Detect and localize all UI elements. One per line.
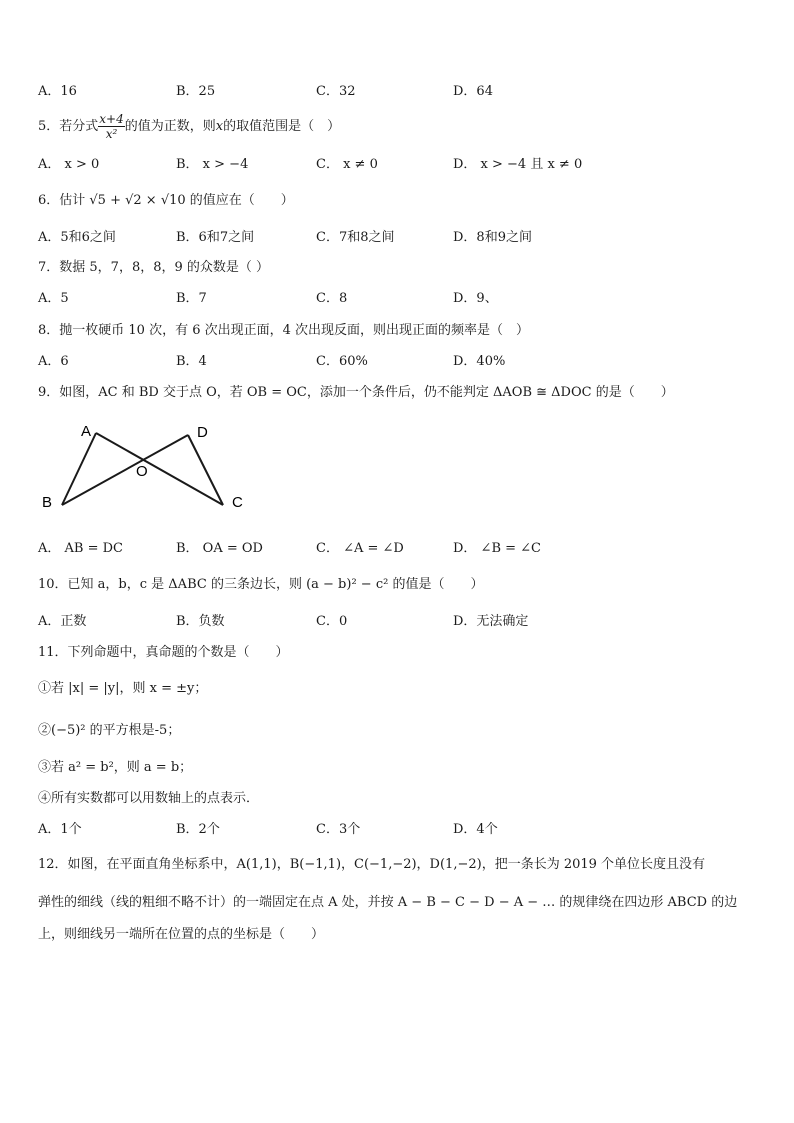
- q4-option-c: C．32: [316, 84, 356, 99]
- q11-option-a: A．1个: [38, 822, 82, 837]
- q9-triangle-figure: [38, 418, 258, 518]
- q6-option-a: A．5和6之间: [38, 230, 116, 245]
- q8-option-a: A．6: [38, 354, 69, 369]
- q8-option-b: B．4: [176, 354, 207, 369]
- q6-stem: 6．估计 √5 + √2 × √10 的值应在（ ）: [38, 193, 294, 208]
- q11-option-c: C．3个: [316, 822, 361, 837]
- q8-stem: 8．抛一枚硬币 10 次，有 6 次出现正面，4 次出现反面，则出现正面的频率是（ ）: [38, 323, 530, 338]
- q11-stem: 11．下列命题中，真命题的个数是（ ）: [38, 645, 289, 660]
- q9-options: [38, 540, 758, 558]
- q11-option-b: B．2个: [176, 822, 220, 837]
- q12-line-1: 12．如图，在平面直角坐标系中，A(1,1)，B(−1,1)，C(−1,−2)，D(1,−2)，把一条长为 2019 个单位长度且没有: [38, 857, 706, 872]
- q5-suffix: 的值为正数，则: [124, 119, 216, 134]
- q12-line-3: 上，则细线另一端所在位置的点的坐标是（ ）: [38, 927, 325, 942]
- q9-option-a: A． AB = DC: [38, 541, 123, 556]
- q5-option-b: B． x > −4: [176, 157, 249, 172]
- label-c: C: [232, 494, 243, 511]
- label-a: A: [81, 423, 92, 440]
- q5-option-c: C． x ≠ 0: [316, 157, 378, 172]
- segment-ab: [62, 433, 96, 505]
- q7-option-a: A．5: [38, 291, 69, 306]
- q8-options: [38, 353, 758, 371]
- label-b: B: [42, 494, 53, 511]
- q7-option-d: D．9、: [453, 291, 498, 306]
- q6-option-b: B．6和7之间: [176, 230, 255, 245]
- q5-suffix2: 的取值范围是（ ）: [223, 119, 341, 134]
- q5-frac-den: x²: [105, 127, 118, 141]
- q5-prefix: 5．若分式: [38, 119, 99, 134]
- q4-option-a: A．16: [38, 84, 77, 99]
- q11-statement-4: ④所有实数都可以用数轴上的点表示．: [38, 791, 260, 806]
- q6-option-c: C．7和8之间: [316, 230, 395, 245]
- q6-option-d: D．8和9之间: [453, 230, 532, 245]
- q8-option-c: C．60%: [316, 354, 368, 369]
- q5-option-d: D． x > −4 且 x ≠ 0: [453, 157, 583, 172]
- q4-option-b: B．25: [176, 84, 216, 99]
- q5-var: x: [215, 119, 224, 134]
- q10-option-d: D．无法确定: [453, 614, 529, 629]
- q9-option-b: B． OA = OD: [176, 541, 263, 556]
- q7-option-c: C．8: [316, 291, 348, 306]
- q11-statement-2: ②(−5)² 的平方根是-5；: [38, 723, 181, 738]
- label-o: O: [136, 463, 148, 480]
- q5-frac-num: x+4: [99, 112, 124, 126]
- q10-options: [38, 613, 758, 631]
- q10-stem: 10．已知 a，b，c 是 ΔABC 的三条边长，则 (a − b)² − c² 的值是（ ）: [38, 577, 484, 592]
- q11-option-d: D．4个: [453, 822, 498, 837]
- q7-stem: 7．数据 5，7，8，8，9 的众数是（ ）: [38, 260, 270, 275]
- q10-option-a: A．正数: [38, 614, 87, 629]
- q11-statement-3: ③若 a² = b²，则 a = b；: [38, 760, 193, 775]
- q12-line-2: 弹性的细线（线的粗细不略不计）的一端固定在点 A 处，并按 A − B − C − D − A − … 的规律绕在四边形 ABCD 的边: [38, 895, 738, 910]
- q4-options: [38, 83, 758, 101]
- q10-option-b: B．负数: [176, 614, 225, 629]
- q5-stem: [38, 112, 340, 142]
- q9-option-d: D． ∠B = ∠C: [453, 541, 541, 556]
- q9-stem: 9．如图，AC 和 BD 交于点 O，若 OB = OC，添加一个条件后，仍不能判定 ΔAOB ≅ ΔDOC 的是（ ）: [38, 385, 674, 400]
- label-d: D: [197, 424, 208, 441]
- q11-statement-1: ①若 |x| = |y|，则 x = ±y；: [38, 681, 208, 696]
- segment-bd: [62, 435, 188, 505]
- q9-option-c: C． ∠A = ∠D: [316, 541, 404, 556]
- q6-options: [38, 229, 758, 247]
- q7-options: [38, 290, 758, 308]
- q10-option-c: C．0: [316, 614, 348, 629]
- q5-options: [38, 156, 758, 174]
- q7-option-b: B．7: [176, 291, 207, 306]
- q11-options: [38, 821, 758, 839]
- q4-option-d: D．64: [453, 84, 493, 99]
- q5-fraction: [98, 112, 124, 141]
- q8-option-d: D．40%: [453, 354, 506, 369]
- q5-option-a: A． x > 0: [38, 157, 100, 172]
